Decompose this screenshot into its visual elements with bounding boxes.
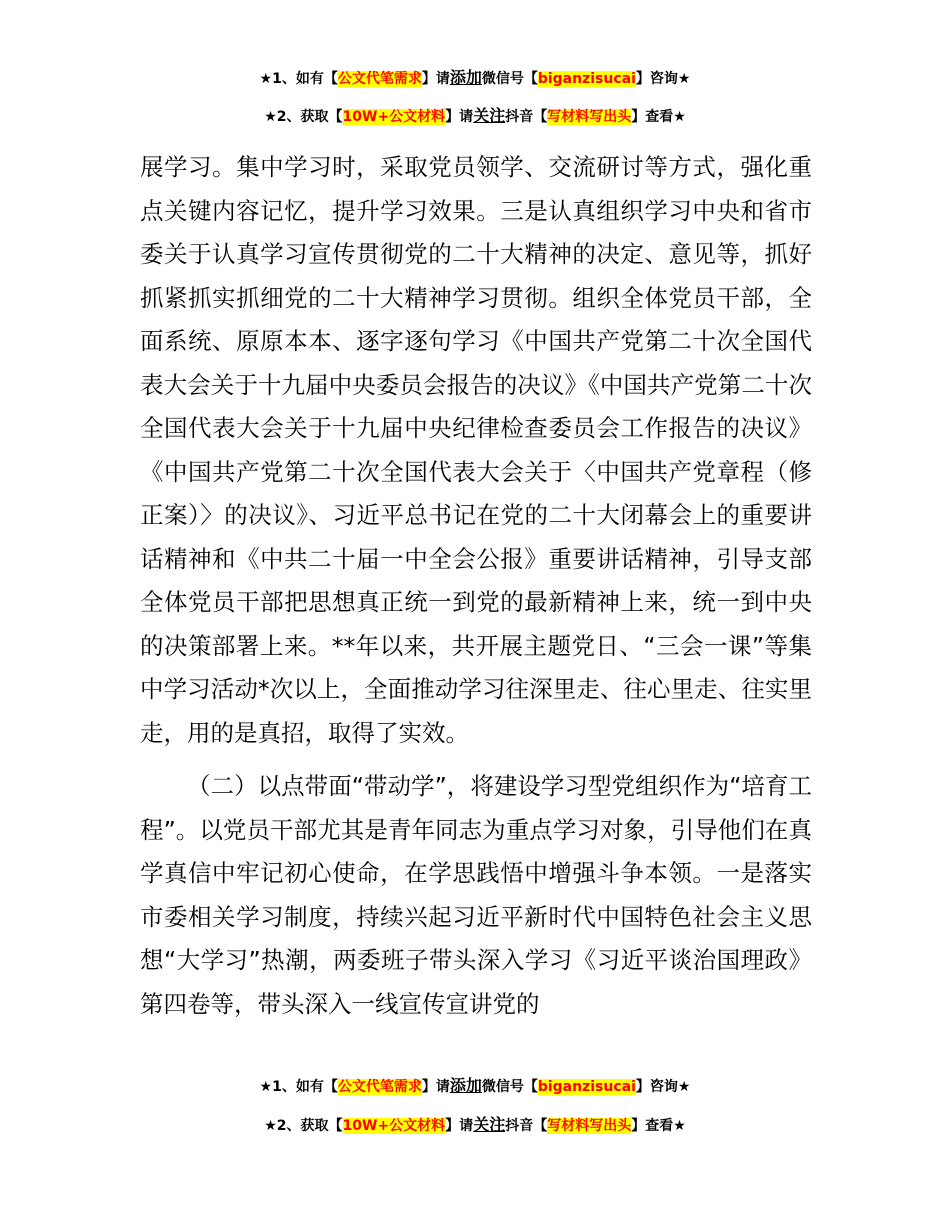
banner-1-mid2: 微信号【 (481, 71, 538, 87)
banner-1-highlight-wechat: biganzisucai (537, 71, 636, 87)
banner-2-highlight-materials: 10W+公文材料 (342, 109, 446, 125)
banner-2-suffix: 】查看★ (631, 109, 686, 125)
footer-2-prefix: ★2、获取【 (264, 1118, 343, 1134)
banner-2-mid2: 抖音【 (505, 109, 548, 125)
banner-2-underlined: 关注 (473, 106, 506, 125)
banner-1-highlight-service: 公文代笔需求 (337, 71, 422, 87)
footer-1-mid2: 微信号【 (481, 1079, 538, 1095)
footer-2-underlined: 关注 (473, 1115, 506, 1134)
banner-2-mid: 】请 (445, 109, 474, 125)
document-body (140, 146, 812, 1026)
banner-1-underlined: 添加 (449, 68, 482, 87)
banner-2-highlight-douyin: 写材料写出头 (547, 109, 632, 125)
footer-1-prefix: ★1、如有【 (259, 1079, 338, 1095)
banner-1-suffix: 】咨询★ (635, 71, 691, 87)
banner-1-prefix: ★1、如有【 (259, 71, 338, 87)
footer-1-highlight-service: 公文代笔需求 (337, 1079, 422, 1095)
header-banner-line-2 (0, 106, 950, 127)
footer-1-highlight-wechat: biganzisucai (537, 1079, 636, 1095)
banner-1-mid: 】请 (421, 71, 450, 87)
body-paragraph-2: （二）以点带面“带动学”，将建设学习型党组织作为“培育工程”。以党员干部尤其是青年同志为重点学习对象，引导他们在真学真信中牢记初心使命，在学思践悟中增强斗争本领。一是落实市委相关学习制度，持续兴起习近平新时代中国特色社会主义思想“大学习”热潮，两委班子带头深入学习《习近平谈治国理政》第四卷等，带头深入一线宣传宣讲党的 (140, 772, 812, 1018)
footer-2-highlight-materials: 10W+公文材料 (342, 1118, 446, 1134)
body-paragraph-1: 展学习。集中学习时，采取党员领学、交流研讨等方式，强化重点关键内容记忆，提升学习效果。三是认真组织学习中央和省市委关于认真学习宣传贯彻党的二十大精神的决定、意见等，抓好抓紧抓实抓细党的二十大精神学习贯彻。组织全体党员干部，全面系统、原原本本、逐字逐句学习《中国共产党第二十次全国代表大会关于十九届中央委员会报告的决议》《中国共产党第二十次全国代表大会关于十九届中央纪律检查委员会工作报告的决议》《中国共产党第二十次全国代表大会关于〈中国共产党章程（修正案）〉的决议》、习近平总书记在党的二十大闭幕会上的重要讲话精神和《中共二十届一中全会公报》重要讲话精神，引导支部全体党员干部把思想真正统一到党的最新精神上来，统一到中央的决策部署上来。**年以来，共开展主题党日、“三会一课”等集中学习活动*次以上，全面推动学习往深里走、往心里走、往实里走，用的是真招，取得了实效。 (140, 153, 812, 747)
footer-2-suffix: 】查看★ (631, 1118, 686, 1134)
footer-1-suffix: 】咨询★ (635, 1079, 691, 1095)
footer-1-mid: 】请 (421, 1079, 450, 1095)
header-banner-line-1 (0, 68, 950, 89)
footer-1-underlined: 添加 (449, 1076, 482, 1095)
banner-2-prefix: ★2、获取【 (264, 109, 343, 125)
footer-2-mid: 】请 (445, 1118, 474, 1134)
footer-banner-line-2 (0, 1115, 950, 1136)
footer-banner-line-1 (0, 1076, 950, 1097)
footer-2-highlight-douyin: 写材料写出头 (547, 1118, 632, 1134)
footer-2-mid2: 抖音【 (505, 1118, 548, 1134)
